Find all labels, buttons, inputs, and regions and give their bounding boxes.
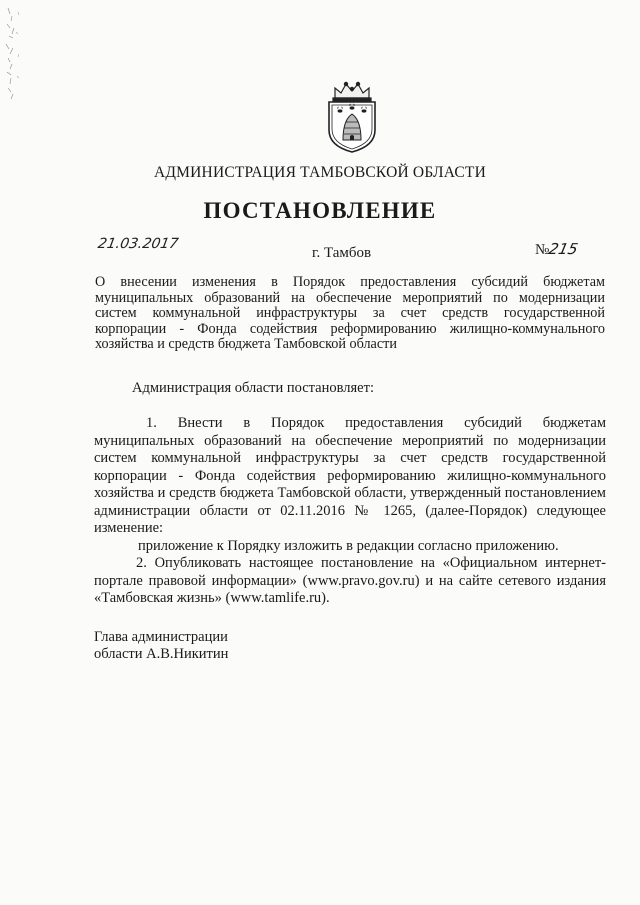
document-body [94, 415, 606, 608]
document-number [535, 240, 578, 259]
signature-block [94, 629, 228, 663]
organization-name: АДМИНИСТРАЦИЯ ТАМБОВСКОЙ ОБЛАСТИ [154, 164, 486, 181]
paragraph-1-item: приложение к Порядку изложить в редакции согласно приложению. [138, 537, 559, 554]
preamble: Администрация области постановляет: [132, 380, 374, 396]
signature-name: области А.В.Никитин [94, 646, 229, 662]
scan-edge-marks [4, 6, 26, 102]
paragraph-1: 1. Внести в Порядок предоставления субсидий бюджетам муниципальных образований на обеспечение мероприятий по модернизации систем коммунальной инфраструктуры за счет средств государственной корпорации - Фонда содействия реформированию жилищно-коммунального хозяйства и средств бюджета Тамбовской области, утвержденный постановлением администрации области от 02.11.2016 № 1265, (далее-Порядок) следующее изменение: [94, 415, 606, 536]
document-subject: О внесении изменения в Порядок предоставления субсидий бюджетам муниципальных образований на обеспечение мероприятий по модернизации систем коммунальной инфраструктуры за счет средств государственной корпорации - Фонда содействия реформированию жилищно-коммунального хозяйства и средств бюджета Тамбовской области [95, 274, 605, 352]
document-title: ПОСТАНОВЛЕНИЕ [203, 198, 437, 223]
paragraph-2: 2. Опубликовать настоящее постановление на «Официальном интернет-портале правовой информации» (www.pravo.gov.ru) и на сайте сетевого издания «Тамбовская жизнь» (www.tamlife.ru). [94, 555, 606, 606]
number-prefix: № [535, 242, 550, 258]
document-date: 21.03.2017 [96, 236, 180, 252]
number-value: 215 [547, 240, 580, 258]
tambov-coat-of-arms-icon [323, 80, 381, 154]
signature-title: Глава администрации [94, 629, 228, 645]
document-city: г. Тамбов [312, 245, 372, 261]
